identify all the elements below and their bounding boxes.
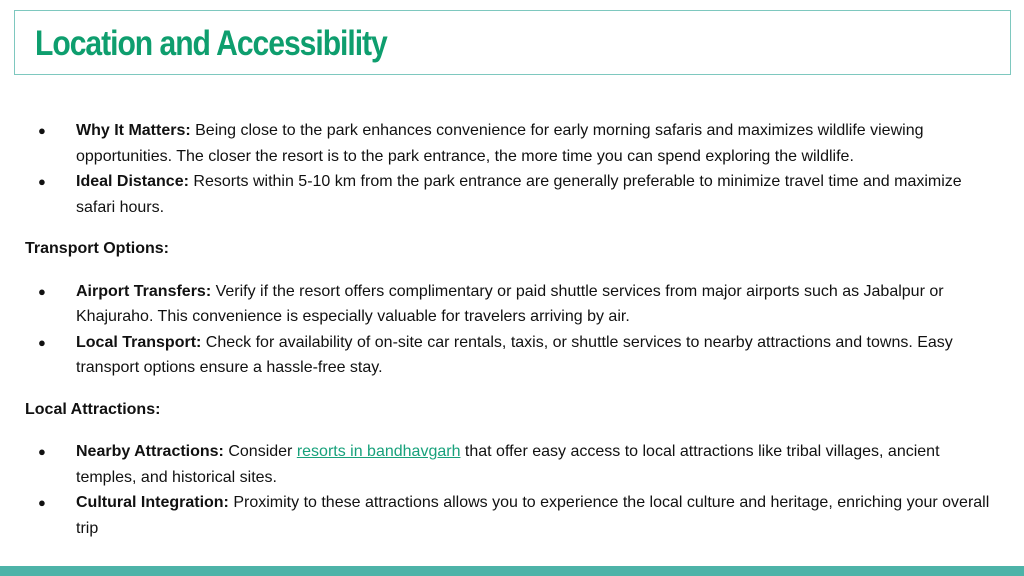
bullet-icon: ● — [38, 123, 46, 138]
bullet-icon: ● — [38, 334, 46, 350]
heading-transport-options: Transport Options: — [25, 240, 169, 257]
item-label: Local Transport: — [76, 333, 202, 351]
bullet-icon: ● — [38, 174, 46, 189]
item-label: Cultural Integration: — [76, 494, 229, 511]
list-item-cultural-integration — [25, 490, 1000, 541]
item-text: Verify if the resort offers complimentary or paid shuttle services from major airports such as Jabalpur or Khajuraho. This convenience is especially valuable for travelers arriving by air. — [76, 282, 944, 325]
title-box — [14, 10, 1011, 75]
bullet-icon: ● — [38, 495, 46, 510]
footer-bar — [0, 566, 1024, 576]
bullet-icon: ● — [38, 444, 46, 459]
item-text: Resorts within 5-10 km from the park entrance are generally preferable to minimize travel time and maximize safari hours. — [76, 173, 962, 216]
resorts-link[interactable]: resorts in bandhavgarh — [296, 443, 461, 460]
transport-options-list — [25, 279, 1000, 381]
item-label: Airport Transfers: — [76, 282, 212, 300]
heading-local-attractions: Local Attractions: — [25, 400, 161, 418]
item-label: Ideal Distance: — [76, 173, 189, 190]
item-text: Being close to the park enhances convenience for early morning safaris and maximizes wildlife viewing opportunities. The closer the resort is to the park entrance, the more time you can spend exploring the wildlife. — [76, 122, 924, 165]
list-item-airport-transfers — [25, 279, 1000, 330]
item-text: that offer easy access to local attractions like tribal villages, ancient temples, and historical sites. — [76, 443, 940, 486]
list-item-local-transport — [25, 330, 1000, 381]
list-item-ideal-distance — [25, 169, 1000, 220]
slide-content — [25, 118, 1000, 541]
item-text: Proximity to these attractions allows you to experience the local culture and heritage, enriching your overall trip — [76, 494, 990, 537]
item-label: Why It Matters: — [76, 122, 191, 139]
item-text: Check for availability of on-site car rentals, taxis, or shuttle services to nearby attractions and towns. Easy transport options ensure a hassle-free stay. — [76, 333, 953, 376]
page-title: Location and Accessibility — [35, 24, 387, 63]
why-location-list — [25, 118, 1000, 220]
local-attractions-list — [25, 439, 1000, 541]
item-label: Nearby Attractions: — [76, 443, 224, 460]
list-item-why-it-matters — [25, 118, 1000, 169]
bullet-icon: ● — [38, 283, 46, 299]
item-text: Consider — [223, 443, 297, 460]
list-item-nearby-attractions — [25, 439, 1000, 490]
